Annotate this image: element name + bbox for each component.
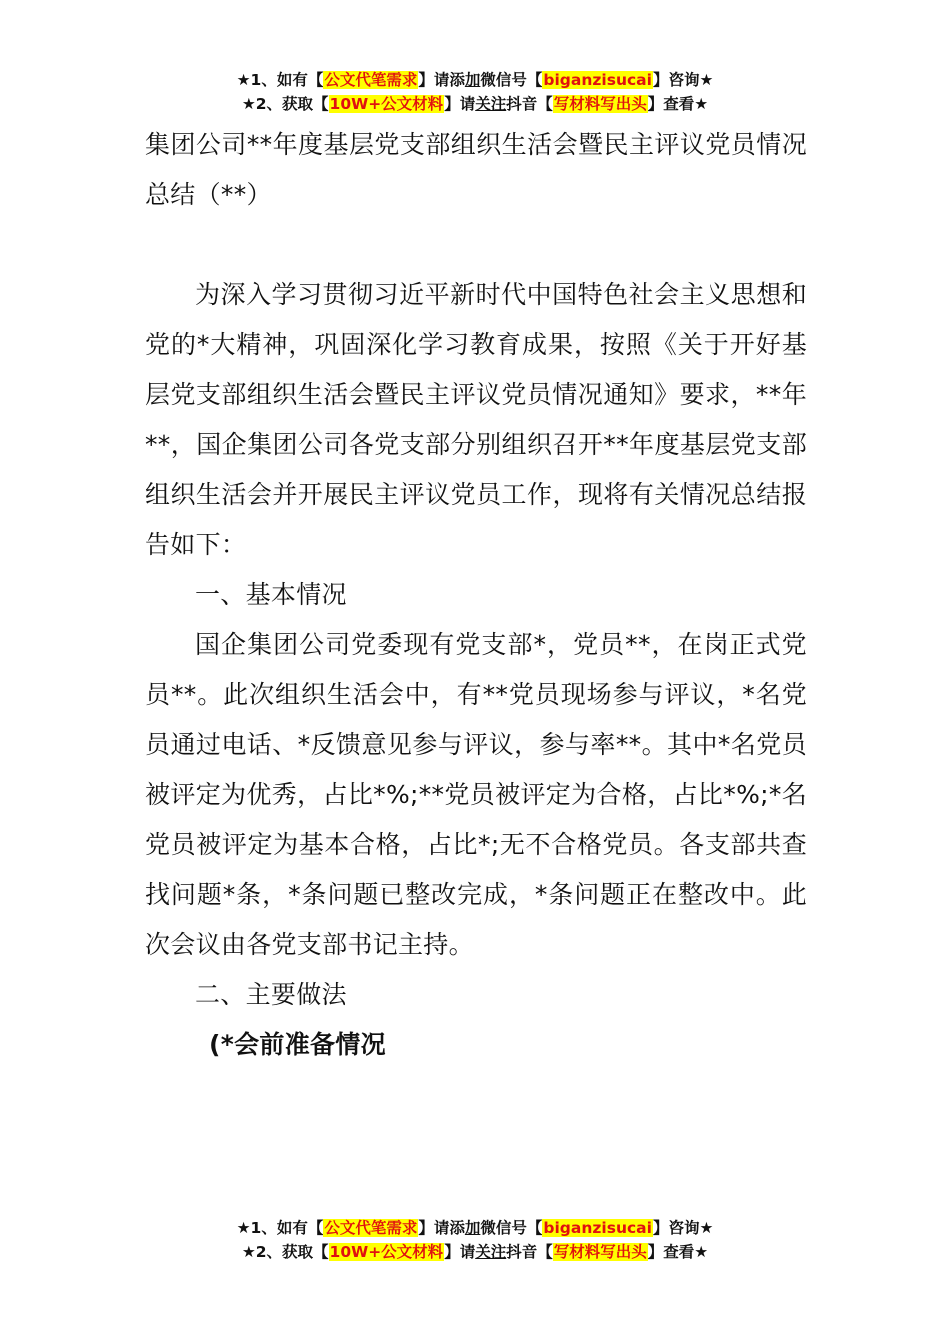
banner-highlight-materials: 10W+公文材料	[329, 95, 444, 113]
banner-text: 】请	[444, 95, 476, 113]
banner-text: 】请添	[418, 1219, 465, 1237]
banner-highlight-wechat-id: biganzisucai	[543, 1219, 652, 1237]
banner-text: ★2、获取【	[241, 95, 329, 113]
banner-line-2	[0, 1240, 950, 1264]
banner-text: 微信号【	[480, 71, 543, 89]
banner-highlight-service: 公文代笔需求	[324, 1219, 418, 1237]
banner-text: 】查看★	[647, 1243, 709, 1261]
section-heading-main-practices: 二、主要做法	[195, 980, 347, 1009]
banner-text: 】请添	[418, 71, 465, 89]
banner-highlight-douyin-account: 写材料写出头	[553, 1243, 647, 1261]
banner-highlight-wechat-id: biganzisucai	[543, 71, 652, 89]
banner-text: 微信号【	[480, 1219, 543, 1237]
section-heading-basic-situation: 一、基本情况	[195, 580, 347, 609]
banner-text: 抖音【	[506, 1243, 553, 1261]
document-title: 集团公司**年度基层党支部组织生活会暨民主评议党员情况总结（**）	[145, 130, 807, 209]
banner-highlight-materials: 10W+公文材料	[329, 1243, 444, 1261]
banner-text: 】咨询★	[652, 71, 714, 89]
banner-text: 】咨询★	[652, 1219, 714, 1237]
banner-text: 抖音【	[506, 95, 553, 113]
banner-text: ★2、获取【	[241, 1243, 329, 1261]
banner-text: 】查看★	[647, 95, 709, 113]
basic-situation-paragraph: 国企集团公司党委现有党支部*，党员**，在岗正式党员**。此次组织生活会中，有**党员现场参与评议，*名党员通过电话、*反馈意见参与评议，参与率**。其中*名党员被评定为优秀，占比*%;**党员被评定为合格，占比*%;*名党员被评定为基本合格，占比*;无不合格党员。各支部共查找问题*条，*条问题已整改完成，*条问题正在整改中。此次会议由各党支部书记主持。	[145, 630, 807, 959]
banner-text: ★1、如有【	[236, 1219, 324, 1237]
footer-banner	[0, 1216, 950, 1264]
banner-underlined-text: 加	[464, 1219, 481, 1237]
banner-underlined-text: 加	[464, 71, 481, 89]
banner-underlined-text: 关注	[475, 1243, 507, 1261]
header-banner	[0, 68, 950, 116]
banner-highlight-service: 公文代笔需求	[324, 71, 418, 89]
banner-text: ★1、如有【	[236, 71, 324, 89]
banner-highlight-douyin-account: 写材料写出头	[553, 95, 647, 113]
banner-underlined-text: 关注	[475, 95, 507, 113]
banner-line-1	[0, 1216, 950, 1240]
document-body	[145, 120, 807, 1070]
intro-paragraph: 为深入学习贯彻习近平新时代中国特色社会主义思想和党的*大精神，巩固深化学习教育成果，按照《关于开好基层党支部组织生活会暨民主评议党员情况通知》要求，**年**，国企集团公司各党支部分别组织召开**年度基层党支部组织生活会并开展民主评议党员工作，现将有关情况总结报告如下：	[145, 280, 807, 559]
banner-line-1	[0, 68, 950, 92]
banner-text: 】请	[444, 1243, 476, 1261]
banner-line-2	[0, 92, 950, 116]
subsection-heading-preparation: (*会前准备情况	[209, 1030, 386, 1059]
